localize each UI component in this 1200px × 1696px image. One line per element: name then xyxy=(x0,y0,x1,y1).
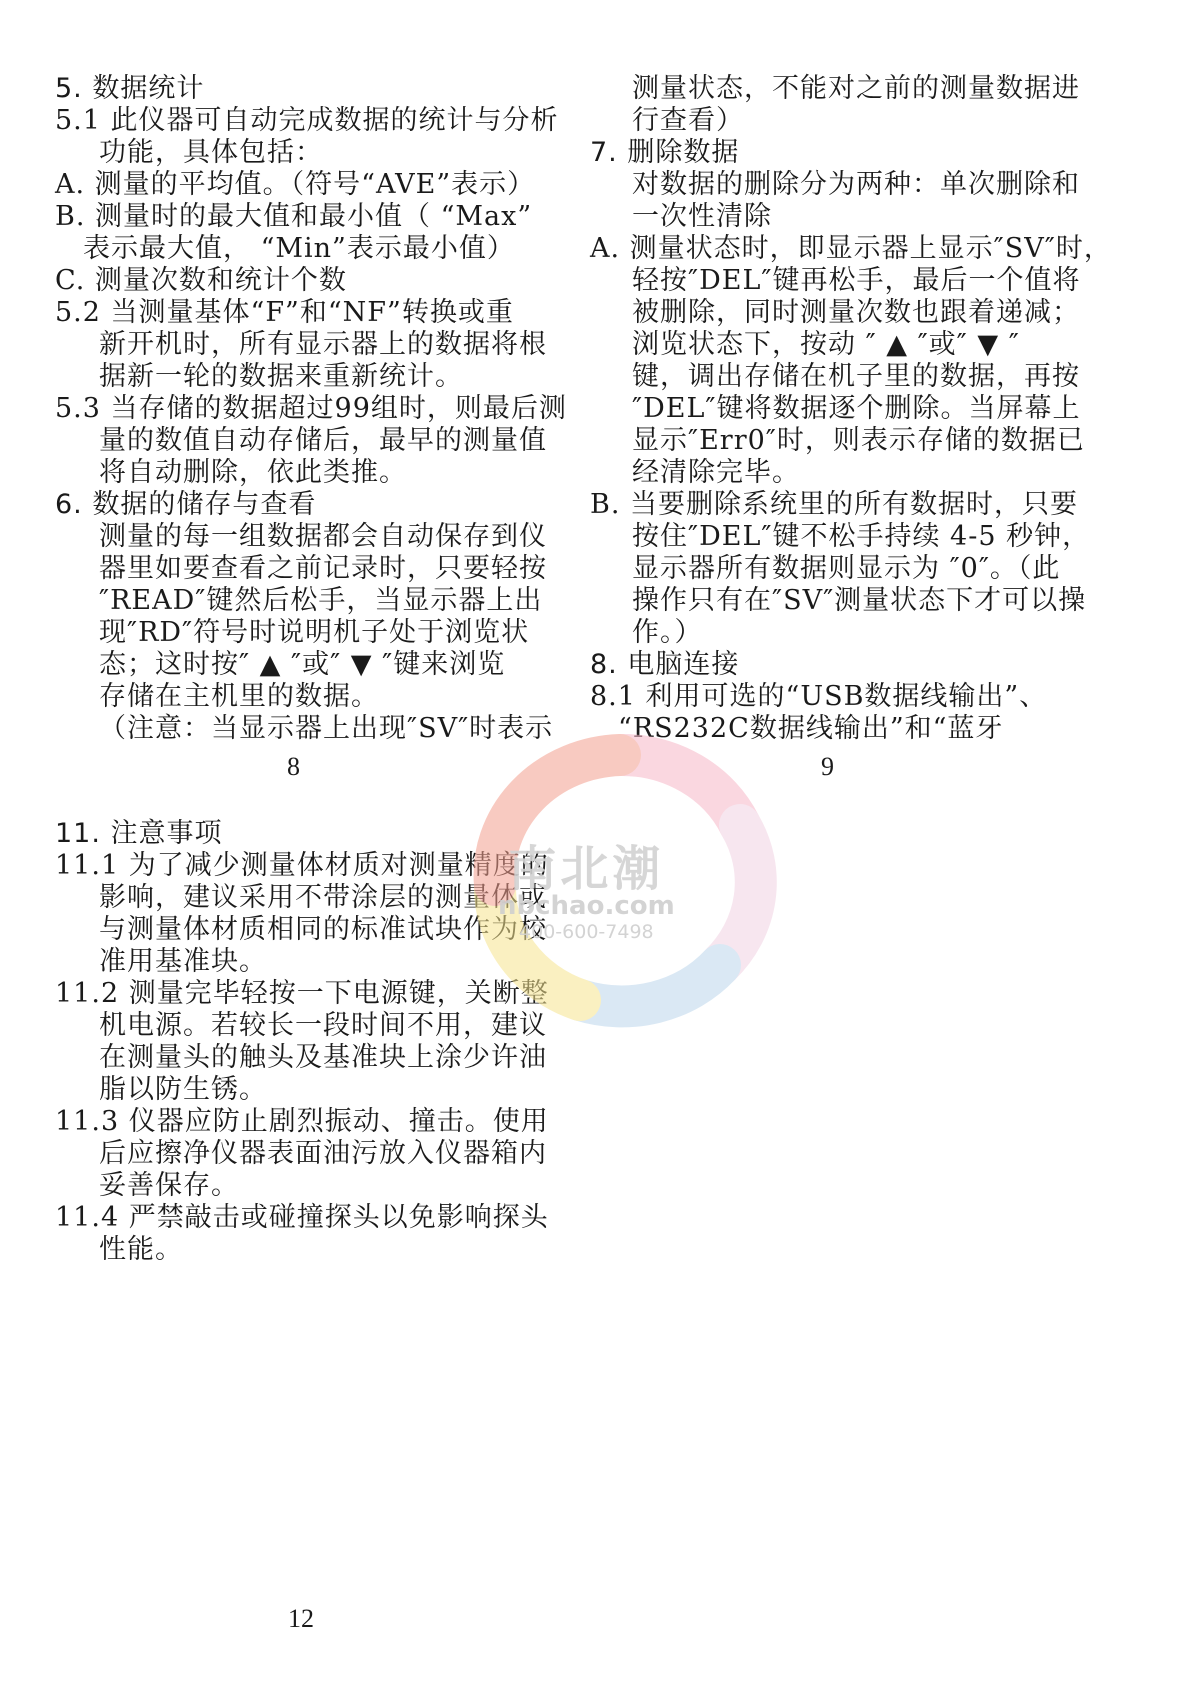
text-line: 作。） xyxy=(632,617,703,648)
page-number-12: 12 xyxy=(288,1604,314,1633)
text-line: 被删除，同时测量次数也跟着递减； xyxy=(632,297,1080,328)
text-line: 器里如要查看之前记录时，只要轻按 xyxy=(99,553,547,584)
text-line: 表示最大值， “Min”表示最小值） xyxy=(83,233,515,264)
text-line: 妥善保存。 xyxy=(99,1170,239,1201)
text-line: 按住″DEL″键不松手持续 4-5 秒钟， xyxy=(632,521,1091,552)
text-line: 经清除完毕。 xyxy=(632,457,800,488)
text-line: 一次性清除 xyxy=(632,201,772,232)
text-line: 8.1 利用可选的“USB数据线输出”、 xyxy=(590,681,1048,712)
page-number-9: 9 xyxy=(821,752,834,781)
text-line: 浏览状态下，按动 ″ ▲ ″或″ ▼ ″ xyxy=(632,329,1020,360)
text-line: B. 测量时的最大值和最小值（ “Max” xyxy=(55,201,533,232)
text-line: （注意：当显示器上出现″SV″时表示 xyxy=(99,713,554,744)
text-line: 功能，具体包括： xyxy=(99,137,323,168)
text-line: 11.4 严禁敲击或碰撞探头以免影响探头 xyxy=(55,1202,549,1233)
text-line: 准用基准块。 xyxy=(99,946,267,977)
text-line: ″DEL″键将数据逐个删除。当屏幕上 xyxy=(632,393,1081,424)
watermark-phone: 400-600-7498 xyxy=(519,921,654,943)
text-line: 5.3 当存储的数据超过99组时，则最后测 xyxy=(55,393,567,424)
text-line: 性能。 xyxy=(99,1234,183,1265)
text-line: C. 测量次数和统计个数 xyxy=(55,265,347,296)
section-heading: 11. 注意事项 xyxy=(55,818,223,849)
watermark-text xyxy=(498,830,675,943)
right-top-column xyxy=(590,73,1150,745)
text-line: A. 测量状态时，即显示器上显示″SV″时， xyxy=(590,233,1112,264)
text-line: 现″RD″符号时说明机子处于浏览状 xyxy=(99,617,530,648)
watermark-brand-cn: 南北潮 xyxy=(508,841,665,897)
page-number-8: 8 xyxy=(287,752,300,781)
text-line: 5.2 当测量基体“F”和“NF”转换或重 xyxy=(55,297,514,328)
text-line: 据新一轮的数据来重新统计。 xyxy=(99,361,463,392)
text-line: 影响，建议采用不带涂层的测量体或 xyxy=(99,882,547,913)
text-line: 显示″Err0″时，则表示存储的数据已 xyxy=(632,425,1085,456)
section-heading: 5. 数据统计 xyxy=(55,73,205,104)
text-line: 脂以防生锈。 xyxy=(99,1074,267,1105)
text-line: A. 测量的平均值。（符号“AVE”表示） xyxy=(55,169,536,200)
text-line: 轻按″DEL″键再松手，最后一个值将 xyxy=(632,265,1081,296)
text-line: 操作只有在″SV″测量状态下才可以操 xyxy=(632,585,1087,616)
text-line: “RS232C数据线输出”和“蓝牙 xyxy=(618,713,1004,744)
text-line: 11.2 测量完毕轻按一下电源键，关断整 xyxy=(55,978,549,1009)
text-line: ″READ″键然后松手，当显示器上出 xyxy=(99,585,543,616)
text-line: 5.1 此仪器可自动完成数据的统计与分析 xyxy=(55,105,559,136)
text-line: 机电源。若较长一段时间不用，建议 xyxy=(99,1010,547,1041)
watermark-brand-en: nbchao.com xyxy=(498,891,675,921)
text-line: 11.3 仪器应防止剧烈振动、撞击。使用 xyxy=(55,1106,549,1137)
text-line: 行查看） xyxy=(632,105,744,136)
text-line: 测量状态，不能对之前的测量数据进 xyxy=(632,73,1080,104)
text-line: B. 当要删除系统里的所有数据时，只要 xyxy=(590,489,1079,520)
left-top-column xyxy=(55,73,575,745)
section-heading: 6. 数据的储存与查看 xyxy=(55,489,317,520)
text-line: 显示器所有数据则显示为 ″0″。（此 xyxy=(632,553,1061,584)
section-heading: 8. 电脑连接 xyxy=(590,649,740,680)
text-line: 存储在主机里的数据。 xyxy=(99,681,379,712)
text-line: 新开机时，所有显示器上的数据将根 xyxy=(99,329,547,360)
text-line: 将自动删除，依此类推。 xyxy=(99,457,407,488)
text-line: 后应擦净仪器表面油污放入仪器箱内 xyxy=(99,1138,547,1169)
text-line: 量的数值自动存储后，最早的测量值 xyxy=(99,425,547,456)
text-line: 与测量体材质相同的标准试块作为校 xyxy=(99,914,547,945)
text-line: 测量的每一组数据都会自动保存到仪 xyxy=(99,521,547,552)
text-line: 键，调出存储在机子里的数据，再按 xyxy=(632,361,1080,392)
section-heading: 7. 删除数据 xyxy=(590,137,740,168)
text-line: 对数据的删除分为两种：单次删除和 xyxy=(632,169,1080,200)
text-line: 11.1 为了减少测量体材质对测量精度的 xyxy=(55,850,549,881)
text-line: 态；这时按″ ▲ ″或″ ▼ ″键来浏览 xyxy=(99,649,506,680)
text-line: 在测量头的触头及基准块上涂少许油 xyxy=(99,1042,547,1073)
